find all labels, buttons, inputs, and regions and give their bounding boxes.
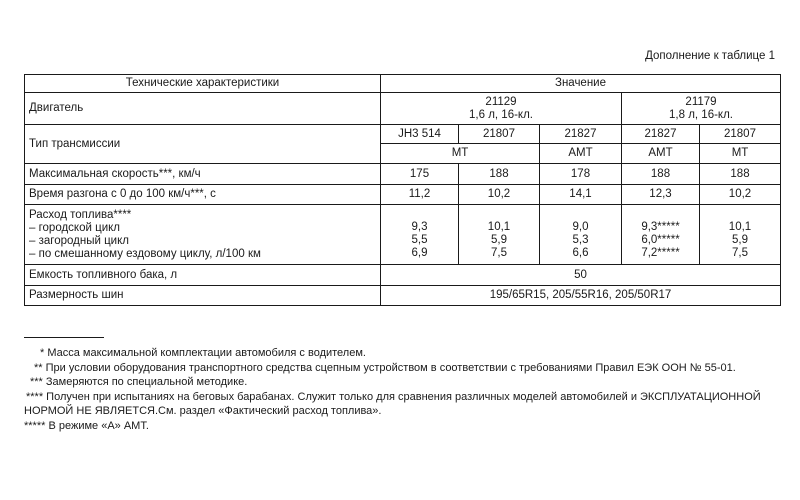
fuel-value: 7,5 (732, 247, 748, 259)
fuel-value: 5,5 (411, 234, 428, 246)
fuel-tank-value: 50 (381, 265, 781, 286)
transmission-type: АМТ (540, 144, 622, 164)
transmission-label: Тип трансмиссии (25, 125, 381, 164)
transmission-model: 21827 (622, 125, 700, 144)
fuel-value: 9,0 (572, 221, 589, 233)
fuel-tank-label: Емкость топливного бака, л (25, 265, 381, 286)
fuel-value: 6,0***** (641, 234, 680, 246)
acceleration-value: 14,1 (540, 185, 622, 205)
fuel-values-col (381, 205, 459, 265)
acceleration-value: 12,3 (622, 185, 700, 205)
fuel-value: 9,3***** (641, 221, 680, 233)
footnote-divider (24, 337, 104, 338)
max-speed-value: 188 (700, 164, 781, 185)
transmission-model: JH3 514 (381, 125, 459, 144)
fuel-label-title: Расход топлива**** (29, 208, 132, 221)
fuel-value: 10,1 (728, 221, 752, 233)
header-row (25, 75, 781, 93)
engine-code: 21179 (685, 95, 717, 108)
fuel-value: 6,9 (411, 247, 428, 259)
acceleration-value: 11,2 (381, 185, 459, 205)
fuel-tank-row (25, 265, 781, 286)
max-speed-row (25, 164, 781, 185)
footnote: ** При условии оборудования транспортного средства сцепным устройством в соответствии с требованиями Правил ЕЭК ООН № 55-01. (34, 361, 736, 374)
tires-label: Размерность шин (25, 286, 381, 306)
tires-value: 195/65R15, 205/55R16, 205/50R17 (381, 286, 781, 306)
fuel-values-col (540, 205, 622, 265)
header-value: Значение (381, 75, 781, 93)
table-caption: Дополнение к таблице 1 (645, 50, 775, 62)
acceleration-value: 10,2 (459, 185, 540, 205)
footnote-continuation: НОРМОЙ НЕ ЯВЛЯЕТСЯ.См. раздел «Фактический расход топлива». (24, 405, 382, 417)
fuel-values-col (459, 205, 540, 265)
acceleration-label: Время разгона с 0 до 100 км/ч***, с (25, 185, 381, 205)
fuel-value: 10,1 (487, 221, 511, 233)
fuel-value: 6,6 (572, 247, 589, 259)
max-speed-value: 188 (622, 164, 700, 185)
engine-group-1 (381, 93, 622, 125)
footnote: ***** В режиме «А» АМТ. (24, 419, 149, 432)
fuel-label-combined: – по смешанному ездовому циклу, л/100 км (29, 247, 261, 260)
engine-label: Двигатель (25, 93, 381, 125)
transmission-type: МТ (381, 144, 540, 164)
engine-code: 21129 (485, 95, 517, 108)
header-characteristics: Технические характеристики (25, 75, 381, 93)
engine-row (25, 93, 781, 125)
max-speed-value: 178 (540, 164, 622, 185)
fuel-value: 5,3 (572, 234, 589, 246)
fuel-value: 7,2***** (641, 247, 680, 259)
acceleration-value: 10,2 (700, 185, 781, 205)
fuel-value: 7,5 (491, 247, 507, 259)
max-speed-label: Максимальная скорость***, км/ч (25, 164, 381, 185)
engine-spec: 1,6 л, 16-кл. (469, 108, 533, 121)
transmission-type: АМТ (622, 144, 700, 164)
fuel-value: 5,9 (491, 234, 507, 246)
footnote: *** Замеряются по специальной методике. (30, 376, 248, 388)
fuel-value: 5,9 (732, 234, 748, 246)
specifications-table (24, 74, 781, 306)
fuel-values-col (622, 205, 700, 265)
transmission-model: 21807 (459, 125, 540, 144)
transmission-model: 21807 (700, 125, 781, 144)
transmission-type: МТ (700, 144, 781, 164)
tires-row (25, 286, 781, 306)
footnote: **** Получен при испытаниях на беговых барабанах. Служит только для сравнения различных моделей автомобилей и ЭКСПЛУАТАЦИОННОЙ (26, 390, 761, 403)
fuel-value: 9,3 (411, 221, 428, 233)
fuel-consumption-row (25, 205, 781, 265)
max-speed-value: 175 (381, 164, 459, 185)
max-speed-value: 188 (459, 164, 540, 185)
fuel-label-city: – городской цикл (29, 221, 120, 234)
engine-spec: 1,8 л, 16-кл. (669, 108, 733, 121)
footnote: * Масса максимальной комплектации автомобиля с водителем. (40, 347, 366, 359)
transmission-model-row (25, 125, 781, 144)
footnotes (24, 346, 784, 433)
fuel-consumption-label (25, 205, 381, 265)
fuel-values-col (700, 205, 781, 265)
engine-group-2 (622, 93, 781, 125)
acceleration-row (25, 185, 781, 205)
transmission-model: 21827 (540, 125, 622, 144)
fuel-label-highway: – загородный цикл (29, 234, 129, 247)
